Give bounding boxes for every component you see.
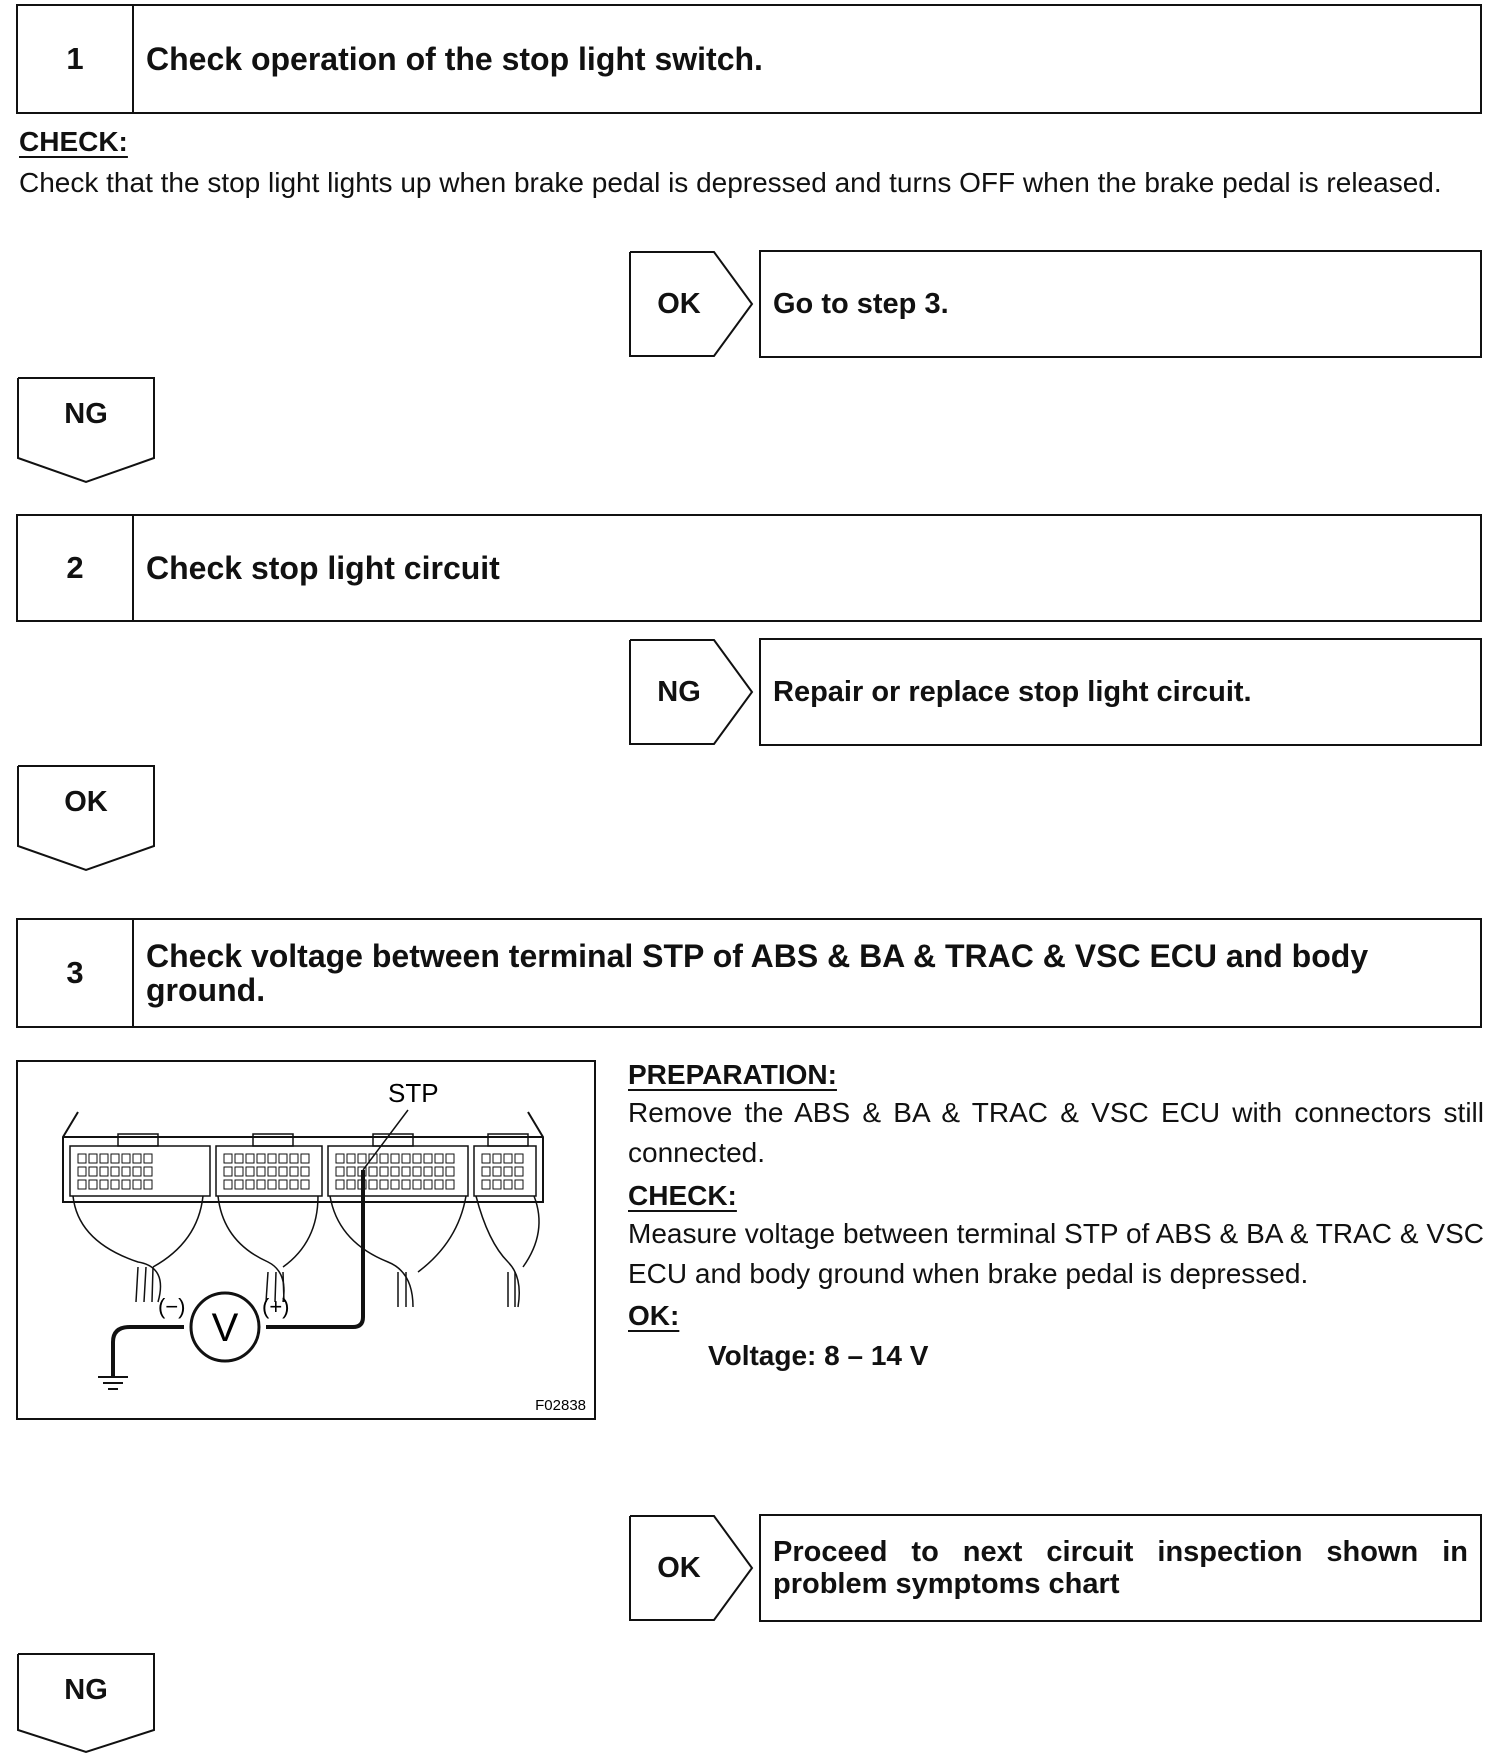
step-title: Check operation of the stop light switch. — [146, 41, 763, 77]
ok-flow-step2 — [16, 764, 156, 874]
step-number: 1 — [18, 6, 134, 112]
flow-label: NG — [64, 398, 108, 430]
check-heading: CHECK: — [628, 1180, 737, 1211]
stp-label: STP — [388, 1078, 439, 1108]
meter-symbol: V — [211, 1306, 239, 1350]
step-title: Check voltage between terminal STP of ABS & BA & TRAC & VSC ECU and body ground. — [146, 938, 1369, 1008]
ng-result-step2 — [628, 638, 1482, 746]
ng-flow-step1 — [16, 376, 156, 486]
plus-label: (+) — [262, 1294, 290, 1319]
check-heading: CHECK: — [19, 126, 128, 157]
step-3-header — [16, 918, 1482, 1028]
ecu-connector-diagram — [18, 1062, 594, 1418]
check-text: Check that the stop light lights up when brake pedal is depressed and turns OFF when the brake pedal is released. — [19, 167, 1442, 198]
result-message: Repair or replace stop light circuit. — [759, 638, 1482, 746]
minus-label: (−) — [158, 1294, 186, 1319]
ok-spec: Voltage: 8 – 14 V — [708, 1340, 929, 1371]
ok-result-step1 — [628, 250, 1482, 358]
check-text: Measure voltage between terminal STP of ABS & BA & TRAC & VSC ECU and body ground when brake pedal is depressed. — [628, 1218, 1484, 1289]
result-label: OK — [657, 287, 701, 320]
result-message: Go to step 3. — [759, 250, 1482, 358]
down-arrow-icon — [16, 376, 156, 486]
wiring-figure — [16, 1060, 596, 1420]
preparation-heading: PREPARATION: — [628, 1059, 837, 1090]
step-1-header — [16, 4, 1482, 114]
result-message: Proceed to next circuit inspection shown in problem symptoms chart — [759, 1514, 1482, 1622]
figure-code: F02838 — [535, 1397, 586, 1414]
flow-label: NG — [64, 1674, 108, 1706]
ok-heading: OK: — [628, 1300, 680, 1331]
down-arrow-icon — [16, 764, 156, 874]
ng-flow-step3 — [16, 1652, 156, 1762]
step-number: 3 — [18, 920, 134, 1026]
result-label: OK — [657, 1551, 701, 1584]
step-title: Check stop light circuit — [146, 550, 500, 586]
step-number: 2 — [18, 516, 134, 620]
ok-result-step3 — [628, 1514, 1482, 1622]
step-2-header — [16, 514, 1482, 622]
result-label: NG — [657, 675, 701, 708]
flow-label: OK — [64, 786, 108, 818]
preparation-text: Remove the ABS & BA & TRAC & VSC ECU with connectors still connected. — [628, 1097, 1484, 1168]
